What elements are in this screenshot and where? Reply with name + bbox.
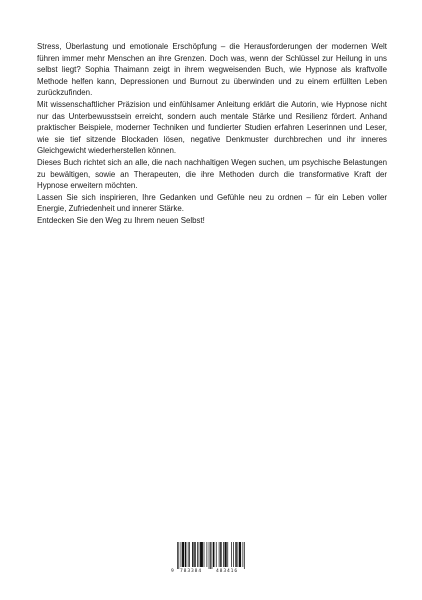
barcode-right-group: 483416 — [216, 569, 238, 574]
blurb-paragraph-1: Stress, Überlastung und emotionale Erschöpfung – die Herausforderungen der modernen Welt führen immer mehr Menschen an ihre Grenzen. Doch was, wenn der Schlüssel zur Heilung in uns selbst liegt? Sophia Thaimann zeigt in ihrem wegweisenden Buch, wie Hypnose als kraftvolle Methode helfen kann, Depressionen und Burnout zu überwinden und zu einem erfüllten Leben zurückzufinden. — [37, 42, 387, 98]
barcode-bar — [181, 542, 182, 567]
barcode-lead-digit: 9 — [171, 569, 174, 574]
blurb-paragraph-2: Mit wissenschaftlicher Präzision und einfühlsamer Anleitung erklärt die Autorin, wie Hypnose nicht nur das Unterbewusstsein erreicht, sondern auch mentale Stärke und Resilienz fördert. Anhand praktischer Beispiele, moderner Techniken und fundierter Studien erfahren Leserinnen und Leser, wie sie tief sitzende Blockaden lösen, negative Denkmuster durchbrechen und ihr inneres Gleichgewicht wiederherstellen können. — [37, 99, 387, 156]
barcode-bar — [192, 542, 193, 567]
barcode-digits — [171, 568, 252, 575]
barcode-bar — [178, 542, 179, 569]
barcode-bar — [243, 542, 244, 567]
barcode-bar — [185, 542, 186, 567]
barcode-bar — [210, 542, 211, 569]
blurb-paragraph-3: Dieses Buch richtet sich an alle, die nach nachhaltigen Wegen suchen, um psychische Belastungen zu bewältigen, sowie an Therapeuten, die ihre Methoden durch die transformative Kraft der Hypnose erweitern möchten. — [37, 157, 387, 191]
isbn-barcode — [171, 541, 252, 576]
barcode-bar — [209, 542, 210, 569]
barcode-bar — [212, 542, 213, 569]
barcode-bar — [231, 542, 232, 567]
blurb-paragraph-5: Entdecken Sie den Weg zu Ihrem neuen Selbst! — [37, 215, 205, 225]
barcode-bar — [177, 542, 178, 569]
barcode-bar — [227, 542, 228, 567]
barcode-bar — [200, 542, 203, 567]
barcode-bar — [213, 542, 214, 567]
barcode-bar — [233, 542, 234, 567]
barcode-left-group: 783384 — [180, 569, 202, 574]
barcode-bar — [223, 542, 224, 567]
barcode-bar — [207, 542, 208, 567]
barcode-bar — [188, 542, 189, 567]
barcode-bar — [244, 542, 245, 569]
barcode-bar — [220, 542, 221, 567]
blurb-paragraph-4: Lassen Sie sich inspirieren, Ihre Gedanken und Gefühle neu zu ordnen – für ein Leben voller Energie, Zufriedenheit und innerer Stärke. — [37, 192, 387, 214]
barcode-bar — [182, 542, 184, 567]
barcode-bars — [171, 541, 252, 569]
barcode-bar — [194, 542, 195, 567]
barcode-bar — [204, 542, 205, 567]
barcode-bar — [197, 542, 198, 567]
barcode-bar — [216, 542, 217, 567]
barcode-bar — [189, 542, 190, 567]
barcode-bar — [219, 542, 220, 567]
barcode-bar — [199, 542, 200, 567]
blurb-text — [37, 41, 387, 227]
barcode-bar — [235, 542, 236, 567]
barcode-bar — [225, 542, 227, 567]
barcode-bar — [239, 542, 241, 567]
barcode-bar — [237, 542, 238, 567]
